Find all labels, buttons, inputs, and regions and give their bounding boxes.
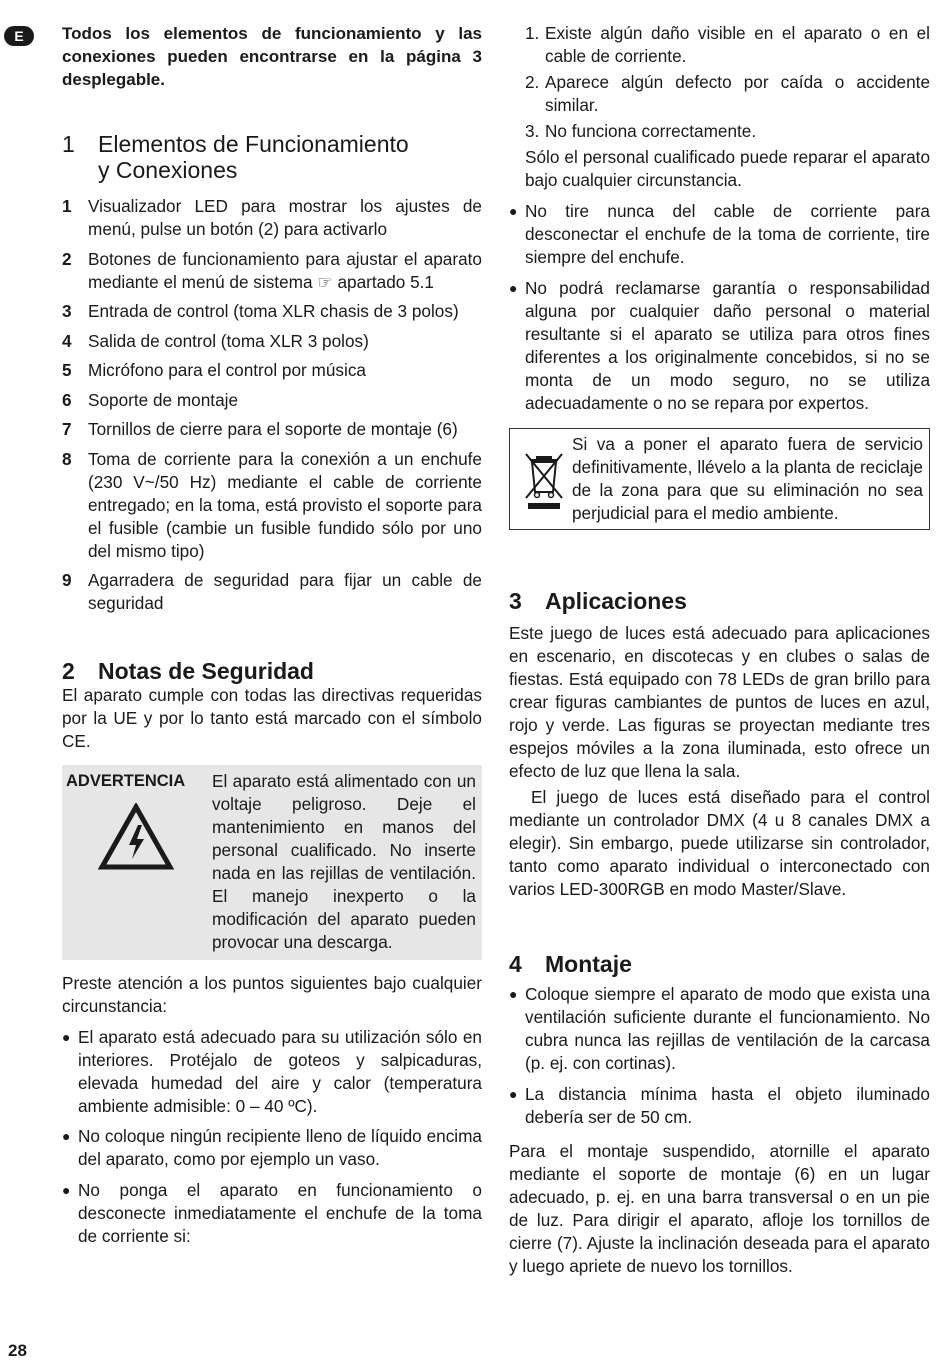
item-text: Entrada de control (toma XLR chasis de 3 polos) <box>88 301 459 321</box>
bullet-text: La distancia mínima hasta el objeto iluminado debería ser de 50 cm. <box>525 1083 930 1127</box>
section-3-paragraph-1: Este juego de luces está adecuado para aplicaciones en escenario, en discotecas y en clubes o salas de fiestas. Está equipado con 78 LEDs de gran brillo para crear figuras cambiantes de puntos de luces en azul, rojo y verde. Las figuras se proyectan mediante tres espejos móviles a la zona iluminada, esto ofrece un efecto de luz que llena la sala. <box>509 623 930 781</box>
list-item <box>509 983 930 1075</box>
item-number: 1 <box>62 196 72 216</box>
section-1-heading <box>62 131 482 183</box>
list-item <box>509 1083 930 1129</box>
bullet-text: No tire nunca del cable de corriente para desconectar el enchufe de la toma de corriente, tire siempre del enchufe. <box>525 201 930 267</box>
item-number: 2 <box>62 248 72 269</box>
list-item <box>62 1125 482 1171</box>
section-1-title-line1: Elementos de Funcionamiento <box>98 131 409 157</box>
bullet-text: El aparato está adecuado para su utilización sólo en interiores. Protéjalo de goteos y salpicaduras, elevada humedad del aire y calor (temperatura ambiente admisible: 0 – 40 ºC). <box>78 1026 482 1116</box>
list-item <box>62 1179 482 1248</box>
section-2-heading <box>62 658 482 684</box>
right-column <box>509 22 930 1278</box>
repair-note: Sólo el personal cualificado puede reparar el aparato bajo cualquier circunstancia. <box>525 147 930 190</box>
list-item <box>62 195 482 241</box>
item-text: Agarradera de seguridad para fijar un cable de seguridad <box>88 570 482 613</box>
item-text: No funciona correctamente. <box>545 121 757 141</box>
list-item <box>525 120 930 143</box>
attention-text: Preste atención a los puntos siguientes bajo cualquier circunstancia: <box>62 972 482 1016</box>
section-4-number: 4 <box>509 951 522 977</box>
item-text: Tornillos de cierre para el soporte de montaje (6) <box>88 419 458 439</box>
item-number: 3 <box>62 301 72 321</box>
section-4-heading <box>509 951 930 977</box>
section-2-number: 2 <box>62 657 75 684</box>
warning-label: ADVERTENCIA <box>66 771 186 790</box>
list-item <box>62 448 482 563</box>
list-item <box>509 200 930 269</box>
item-text: Toma de corriente para la conexión a un enchufe (230 V~/50 Hz) mediante el cable de corriente entregado; en la toma, está provisto el soporte para el fusible (cambie un fusible fundido sólo por uno del mismo tipo) <box>88 448 482 561</box>
item-number: 7 <box>62 419 72 439</box>
bullet-dot-icon: ● <box>62 1128 71 1144</box>
item-number: 2. <box>525 72 540 92</box>
warning-box <box>62 765 482 960</box>
warning-triangle-wrap <box>66 793 212 876</box>
section-4-title: Montaje <box>545 951 632 977</box>
list-item <box>62 1026 482 1118</box>
item-number: 6 <box>62 389 72 410</box>
list-item <box>525 71 930 117</box>
section-2-intro: El aparato cumple con todas las directivas requeridas por la UE y por lo tanto está marcado con el símbolo CE. <box>62 684 482 751</box>
list-item <box>62 248 482 294</box>
controls-list <box>62 195 482 615</box>
safety-bullets <box>62 1026 482 1248</box>
item-text: Soporte de montaje <box>88 389 239 410</box>
bullet-text: No ponga el aparato en funcionamiento o desconecte inmediatamente el enchufe de la toma de corriente si: <box>78 1179 482 1246</box>
item-number: 1. <box>525 23 540 43</box>
list-item <box>509 277 930 415</box>
section-1-title <box>98 131 409 183</box>
bullet-dot-icon: ● <box>509 986 518 1002</box>
section-3-paragraph-2: El juego de luces está diseñado para el control mediante un controlador DMX (4 u 8 canales DMX a elegir). Sin embargo, puede utilizarse sin controlador, tanto como aparato individual o interconectado con varios LED-300RGB en modo Master/Slave. <box>509 787 930 899</box>
crossed-out-bin-icon <box>522 448 566 510</box>
section-3-title: Aplicaciones <box>545 588 687 614</box>
list-item <box>62 389 482 412</box>
warning-text: El aparato está alimentado con un voltaje peligroso. Deje el mantenimiento en manos del personal cualificado. No inserte nada en las rejillas de ventilación. El manejo inexperto o la modificación del aparato pueden provocar una descarga. <box>212 770 476 952</box>
list-item <box>62 330 482 353</box>
bullet-text: Coloque siempre el aparato de modo que exista una ventilación suficiente durante el funcionamiento. No cubra nunca las rejillas de ventilación de la carcasa (p. ej. con cortinas). <box>525 984 930 1073</box>
left-column <box>62 22 482 1255</box>
bullet-text: No coloque ningún recipiente lleno de líquido encima del aparato, como por ejemplo un vaso. <box>78 1126 482 1169</box>
bullet-dot-icon: ● <box>509 203 518 219</box>
list-item <box>62 418 482 441</box>
warning-label-column <box>66 770 212 954</box>
section-1-title-line2: y Conexiones <box>98 157 238 183</box>
condition-list <box>509 22 930 143</box>
item-text: Botones de funcionamiento para ajustar el aparato mediante el menú de sistema ☞ apartado 5.1 <box>88 248 482 292</box>
bullet-dot-icon: ● <box>509 279 518 296</box>
recycling-icon-wrap <box>516 433 572 525</box>
recycling-box <box>509 428 930 530</box>
item-text: Salida de control (toma XLR 3 polos) <box>88 330 369 351</box>
item-number: 8 <box>62 448 72 469</box>
section-3-heading <box>509 588 930 614</box>
bullet-dot-icon: ● <box>62 1028 71 1045</box>
high-voltage-warning-icon <box>98 803 174 871</box>
item-number: 4 <box>62 330 72 351</box>
bullet-text: No podrá reclamarse garantía o responsabilidad alguna por cualquier daño personal o material resultante si el aparato se utiliza para otros fines diferentes a los originalmente concebidos, si no se monta de un modo seguro, no se utiliza adecuadamente o no se repara por expertos. <box>525 277 930 413</box>
mounting-bullets <box>509 983 930 1129</box>
language-badge: E <box>4 26 34 46</box>
item-number: 9 <box>62 570 72 590</box>
bullet-dot-icon: ● <box>509 1085 518 1102</box>
section-2-title: Notas de Seguridad <box>98 657 314 684</box>
page-number: 28 <box>8 1341 27 1360</box>
item-number: 5 <box>62 360 72 380</box>
item-text: Micrófono para el control por música <box>88 360 366 380</box>
item-number: 3. <box>525 121 540 141</box>
list-item <box>62 359 482 382</box>
item-text: Existe algún daño visible en el aparato o en el cable de corriente. <box>545 23 930 66</box>
list-item <box>525 22 930 68</box>
recycling-text: Si va a poner el aparato fuera de servicio definitivamente, llévelo a la planta de reciclaje de la zona para que su eliminación no sea perjudicial para el medio ambiente. <box>572 434 923 523</box>
item-text: Aparece algún defecto por caída o accidente similar. <box>545 72 930 115</box>
section-4-paragraph: Para el montaje suspendido, atornille el aparato mediante el soporte de montaje (6) en un lugar adecuado, p. ej. en una barra transversal o en un pie de luz. Para dirigir el aparato, afloje los tornillos de cierre (7). Ajuste la inclinación deseada para el aparato y luego apriete de nuevo los tornillos. <box>509 1141 930 1276</box>
list-item <box>62 569 482 615</box>
bullet-dot-icon: ● <box>62 1181 71 1198</box>
section-3-number: 3 <box>509 588 522 614</box>
safety-bullets-continued <box>509 200 930 415</box>
section-1-number: 1 <box>62 131 75 157</box>
list-item <box>62 300 482 323</box>
intro-text: Todos los elementos de funcionamiento y las conexiones pueden encontrarse en la página 3 desplegable. <box>62 24 482 89</box>
item-text: Visualizador LED para mostrar los ajustes de menú, pulse un botón (2) para activarlo <box>88 196 482 239</box>
